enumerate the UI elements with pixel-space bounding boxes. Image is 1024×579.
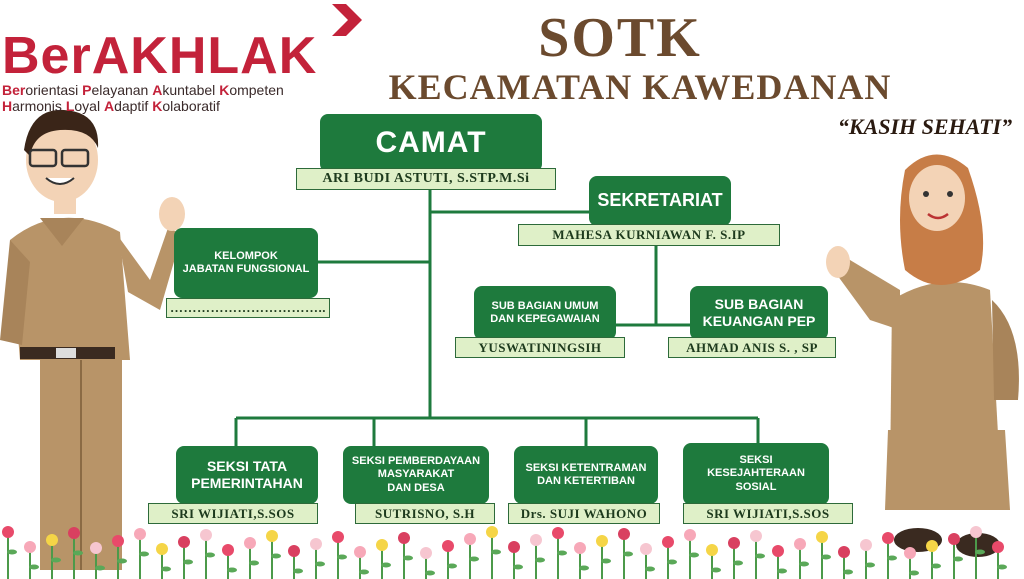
seksi-title-line1: SEKSI PEMBERDAYAAN	[351, 455, 481, 468]
logo-initial: H	[2, 98, 13, 114]
fungsional-box	[174, 228, 318, 298]
sekretariat-box	[589, 176, 731, 226]
seksi-title-line3: DAN DESA	[387, 481, 445, 494]
seksi-title-line1: SEKSI KETENTRAMAN	[525, 461, 647, 474]
sekretariat-name: MAHESA KURNIAWAN F. S.IP	[518, 224, 780, 246]
sekretariat-title: SEKRETARIAT	[597, 190, 723, 211]
seksi-title-line2: MASYARAKAT	[377, 468, 455, 481]
fungsional-title-line2: JABATAN FUNGSIONAL	[182, 263, 310, 275]
logo-text: daptif	[114, 98, 153, 114]
logo-text: oyal	[74, 98, 104, 114]
logo-text: olaboratif	[162, 98, 220, 114]
logo-initial: A	[152, 82, 163, 98]
seksi-pemberdayaan-name: SUTRISNO, S.H	[355, 503, 495, 524]
seksi-title-line2: KESEJAHTERAAN	[707, 467, 805, 480]
subbag-umum-title-line2: DAN KEPEGAWAIAN	[490, 313, 600, 325]
seksi-ketentraman-name: Drs. SUJI WAHONO	[508, 503, 660, 524]
seksi-kesejahteraan-name: SRI WIJIATI,S.SOS	[683, 503, 853, 524]
logo-word-part1: Ber	[2, 27, 92, 85]
logo-text: ompeten	[229, 82, 284, 98]
logo-initial: A	[103, 98, 115, 114]
seksi-title-line1: SEKSI	[739, 454, 773, 467]
seksi-title-line2: PEMERINTAHAN	[191, 475, 303, 491]
logo-word-part2: AKHLAK	[91, 27, 318, 85]
page-subtitle: KECAMATAN KAWEDANAN	[388, 67, 892, 107]
seksi-title-line1: SEKSI TATA	[206, 458, 288, 475]
seksi-tata-pemerintahan-name: SRI WIJIATI,S.SOS	[148, 503, 318, 524]
logo-text: armonis	[12, 98, 66, 114]
seksi-title-line3: SOSIAL	[735, 480, 777, 493]
page-title: SOTK	[538, 7, 702, 69]
logo-text: orientasi	[25, 82, 83, 98]
logo-initial: L	[65, 98, 75, 114]
motto: “KASIH SEHATI”	[837, 114, 1013, 139]
seksi-pemberdayaan-box	[343, 446, 489, 504]
fungsional-name: ……………………………..	[166, 298, 330, 318]
subbag-umum-title-line1: SUB BAGIAN UMUM	[491, 299, 599, 312]
camat-box	[320, 114, 542, 172]
seksi-tata-pemerintahan-box	[176, 446, 318, 504]
logo-initial: Ber	[2, 82, 26, 98]
logo-text: elayanan	[91, 82, 153, 98]
subbag-umum-name: YUSWATININGSIH	[455, 337, 625, 358]
subbag-keuangan-title-line2: KEUANGAN PEP	[702, 313, 816, 329]
seksi-kesejahteraan-box	[683, 443, 829, 505]
seksi-ketentraman-box	[514, 446, 658, 504]
subbag-keuangan-title-line1: SUB BAGIAN	[714, 296, 804, 313]
camat-name: ARI BUDI ASTUTI, S.STP.M.Si	[296, 168, 556, 190]
subbag-umum-box	[474, 286, 616, 340]
seksi-title-line2: DAN KETERTIBAN	[537, 475, 635, 487]
logo-initial: K	[219, 82, 230, 98]
subbag-keuangan-box	[690, 286, 828, 340]
logo-initial: P	[82, 82, 92, 98]
logo-text: kuntabel	[162, 82, 220, 98]
logo-initial: K	[152, 98, 163, 114]
fungsional-title-line1: KELOMPOK	[214, 249, 278, 262]
subbag-keuangan-name: AHMAD ANIS S. , SP	[668, 337, 836, 358]
camat-title: CAMAT	[375, 126, 487, 159]
